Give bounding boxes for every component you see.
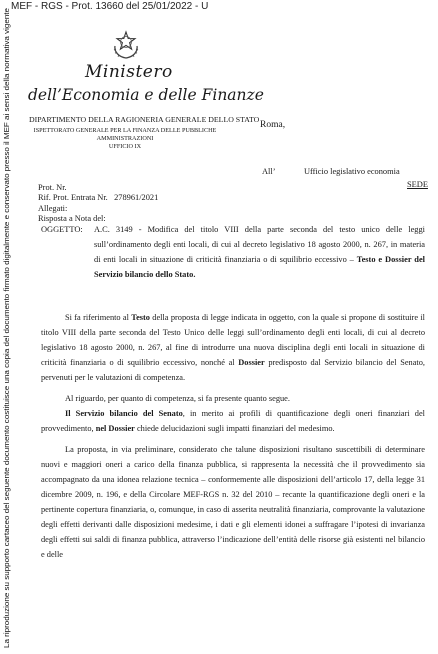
p1-text-e: predisposto dal Servizio bilancio del Senato, pervenuti per le valutazioni di competenza. — [41, 357, 425, 382]
rif-prot-value: 278961/2021 — [114, 193, 159, 203]
office-name: UFFICIO IX — [108, 143, 142, 150]
ministry-title-line1: Ministero — [85, 62, 173, 82]
recipient-sede: SEDE — [407, 180, 428, 189]
allegati-label: Allegati: — [38, 203, 68, 213]
subject-bold: Testo e Dossier del Servizio bilancio dello Stato. — [94, 255, 426, 279]
rif-prot-label: Rif. Prot. Entrata Nr. — [38, 193, 108, 203]
p1-bold-dossier: Dossier — [238, 357, 265, 367]
inspectorate-block — [30, 127, 220, 151]
subject-text — [94, 222, 425, 282]
digital-copy-side-note — [0, 0, 14, 654]
emblem-icon — [111, 28, 141, 60]
protocol-stamp: MEF - RGS - Prot. 13660 del 25/01/2022 - U — [11, 1, 209, 12]
side-note-svg — [0, 0, 14, 654]
department-name: DIPARTIMENTO DELLA RAGIONERIA GENERALE DELLO STATO — [29, 115, 260, 124]
paragraph-4: La proposta, in via preliminare, considerato che talune disposizioni risultano suscettibili di determinare nuovi e maggiori oneri a carico della finanza pubblica, si rappresenta la necessità che il provvedimento sia accompagnato da una idonea relazione tecnica – conformemente alle disposizioni dell’articolo 17, della legge 31 dicembre 2009, n. 196, e della Circolare MEF-RGS n. 32 del 2010 – recante la quantificazione degli oneri e la pertinente copertura finanziaria, o, comunque, in caso di asserita neutralità finanziaria, comprovante la valutazione degli effetti derivanti dalle disposizioni medesime, i dati e gli elementi idonei a suffragare l’ipotesi di invarianza degli effetti sui saldi di finanza pubblica, attraverso l’indicazione dell’entità delle risorse già esistenti nel bilancio e delle — [41, 445, 425, 559]
letter-body — [41, 311, 425, 569]
rif-prot-row — [38, 193, 158, 203]
italian-republic-emblem — [111, 28, 141, 60]
p3-text-b: , in merito ai profili di quantificazione degli oneri finanziari del provvedimento, — [41, 408, 425, 433]
p1-bold-testo: Testo — [131, 313, 150, 322]
paragraph-2: Al riguardo, per quanto di competenza, si fa presente quanto segue. — [65, 394, 290, 404]
protocol-metadata — [38, 183, 158, 225]
subject-label: OGGETTO: — [41, 225, 83, 234]
risposta-label: Risposta a Nota del: — [38, 214, 106, 224]
p1-text-a: Si fa riferimento al — [65, 313, 132, 322]
p3-bold-servizio: Il Servizio bilancio del Senato — [65, 408, 183, 418]
recipient-office: Ufficio legislativo economia — [304, 167, 400, 176]
p1-text-c: della proposta di legge indicata in oggetto, con la quale si propone di sostituire il titolo VIII della parte seconda del Testo Unico delle leggi sull’ordinamento degli enti locali, di cui al decreto legislativo 18 agosto 2000, n. 267, al fine di introdurre una nuova disciplina degli enti locali in situazione di criticità finanziaria o di squilibrio eccessivo, nonché al — [41, 313, 425, 367]
ministry-title-line2: dell’Economia e delle Finanze — [28, 86, 264, 104]
side-note-text: La riproduzione su supporto cartaceo del seguente documento costituisce una copia del documento firmato digitalmente e conservato presso il MEF ai sensi della normativa vigente — [2, 74, 11, 648]
prot-nr-label: Prot. Nr. — [38, 183, 67, 192]
paragraph-3 — [41, 407, 425, 437]
p3-bold-dossier: nel Dossier — [95, 423, 135, 433]
inspectorate-line1: ISPETTORATO GENERALE PER LA FINANZA DELLE PUBBLICHE — [33, 127, 217, 134]
paragraph-1 — [41, 311, 425, 386]
subject-body: A.C. 3149 - Modifica del titolo VIII della parte seconda del testo unico delle leggi sull’ordinamento degli enti locali, di cui al decreto legislativo 18 agosto 2000, n. 267, in materia di enti locali in situazione di criticità finanziaria o di squilibrio eccessivo – — [94, 225, 425, 264]
inspectorate-line2: AMMINISTRAZIONI — [96, 135, 154, 142]
subject-block — [41, 222, 425, 282]
recipient-prefix: All’ — [262, 167, 276, 176]
place-date: Roma, — [260, 120, 286, 130]
p3-text-d: chiede delucidazioni sugli impatti finanziari del medesimo. — [134, 423, 335, 433]
